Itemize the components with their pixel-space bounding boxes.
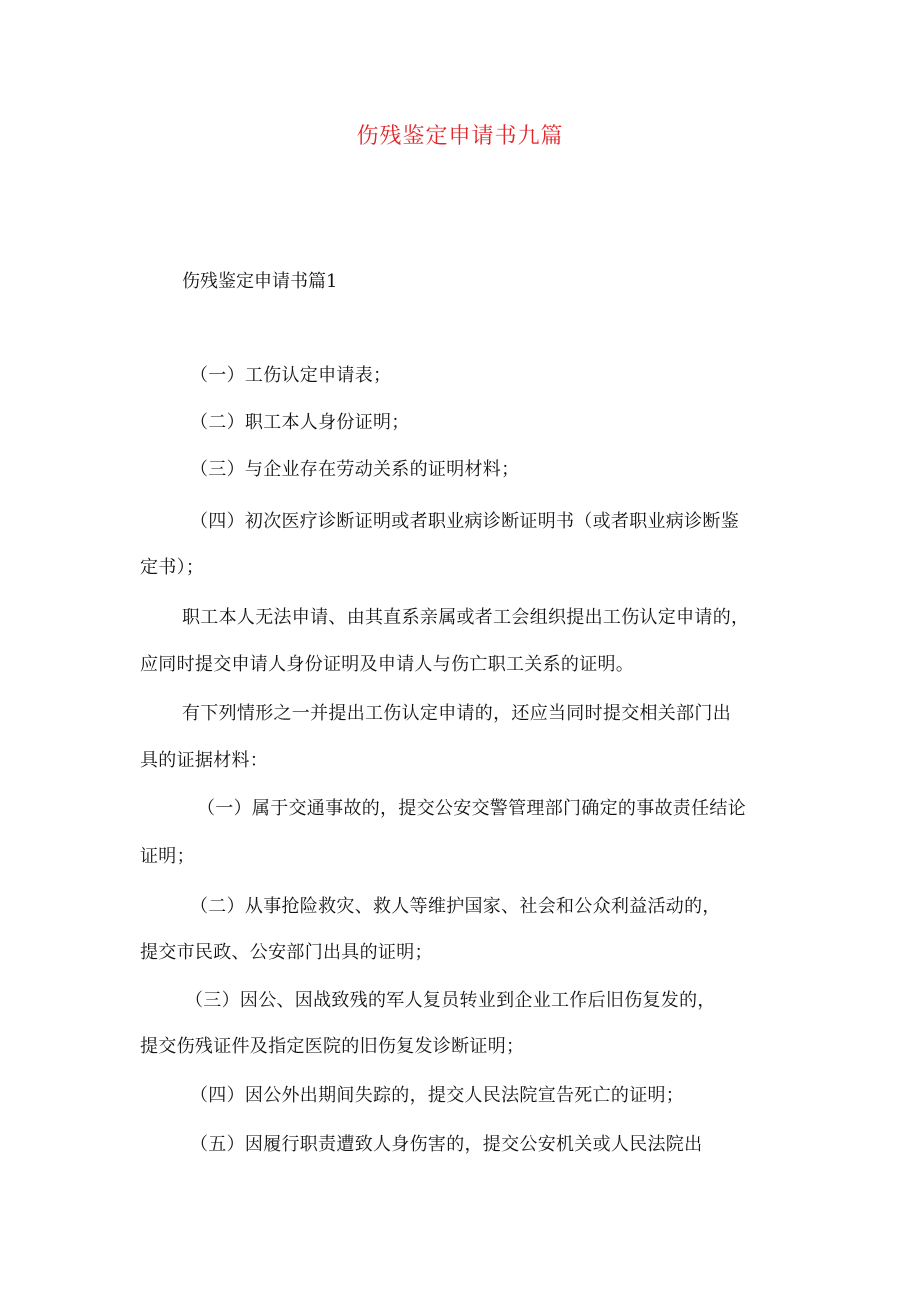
paragraph-line: （一）工伤认定申请表；: [190, 365, 392, 386]
paragraph-line: （四）初次医疗诊断证明或者职业病诊断证明书（或者职业病诊断鉴: [190, 511, 739, 532]
paragraph-line: （三）与企业存在劳动关系的证明材料；: [190, 459, 520, 480]
paragraph-line: 具的证据材料：: [140, 750, 269, 771]
document-title: 伤残鉴定申请书九篇: [356, 124, 564, 149]
paragraph-line: 定书）；: [140, 557, 205, 578]
paragraph-line: （二）从事抢险救灾、救人等维护国家、社会和公众利益活动的，: [190, 896, 721, 917]
paragraph-line: （三）因公、因战致残的军人复员转业到企业工作后旧伤复发的，: [185, 990, 716, 1011]
paragraph-line: 职工本人无法申请、由其直系亲属或者工会组织提出工伤认定申请的，: [182, 607, 750, 628]
paragraph-line: （二）职工本人身份证明；: [190, 412, 410, 433]
paragraph-line: （一）属于交通事故的，提交公安交警管理部门确定的事故责任结论: [197, 798, 746, 819]
paragraph-line: 证明；: [140, 846, 195, 867]
paragraph-line: （四）因公外出期间失踪的，提交人民法院宣告死亡的证明；: [190, 1085, 685, 1106]
paragraph-line: 提交伤残证件及指定医院的旧伤复发诊断证明；: [140, 1036, 525, 1057]
paragraph-line: 提交市民政、公安部门出具的证明；: [140, 942, 433, 963]
paragraph-line: 有下列情形之一并提出工伤认定申请的，还应当同时提交相关部门出: [182, 703, 731, 724]
paragraph-line: （五）因履行职责遭致人身伤害的，提交公安机关或人民法院出: [190, 1134, 703, 1155]
section-heading: 伤残鉴定申请书篇1: [182, 271, 338, 292]
paragraph-line: 应同时提交申请人身份证明及申请人与伤亡职工关系的证明。: [140, 654, 635, 675]
